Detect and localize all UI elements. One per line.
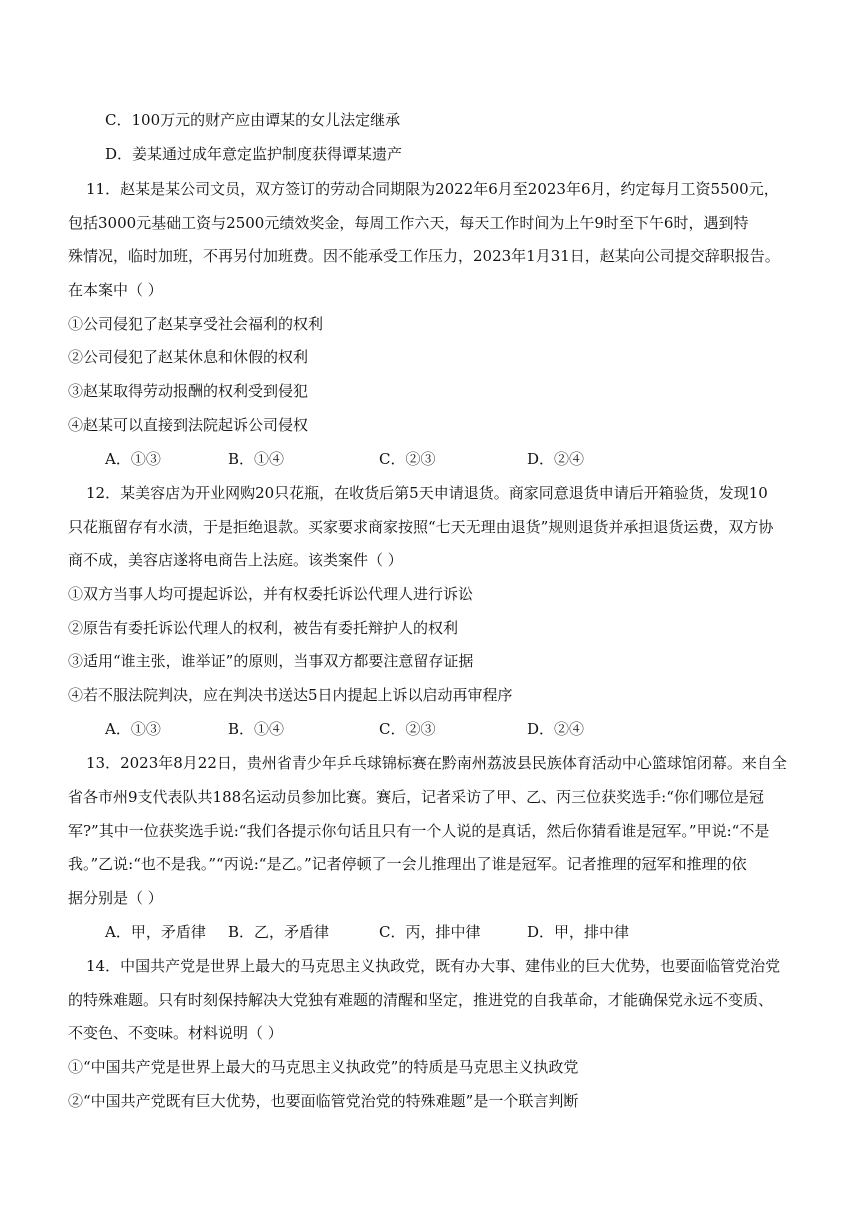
q14-stem-line-2: 的特殊难题。只有时刻保持解决大党独有难题的清醒和坚定，推进党的自我革命，才能确保党永远不变质、 [68, 991, 774, 1009]
q13-option-c: C．丙，排中律 [379, 923, 481, 941]
q14-item-2: ②“中国共产党既有巨大优势，也要面临管党治党的特殊难题”是一个联言判断 [68, 1092, 579, 1110]
q11-item-3: ③赵某取得劳动报酬的权利受到侵犯 [68, 382, 309, 400]
q12-stem-line-3: 商不成，美容店遂将电商告上法庭。该类案件（ ） [68, 551, 403, 569]
q12-option-b: B．①④ [228, 720, 285, 738]
q12-stem-line-2: 只花瓶留存有水渍，于是拒绝退款。买家要求商家按照“七天无理由退货”规则退货并承担退货运费，双方协 [68, 518, 774, 536]
q11-option-b: B．①④ [228, 450, 285, 468]
q13-stem-line-2: 省各市州9支代表队共188名运动员参加比赛。赛后，记者采访了甲、乙、丙三位获奖选手:“你们哪位是冠 [68, 788, 764, 806]
q13-option-b: B．乙，矛盾律 [228, 923, 330, 941]
q12-stem-line-1: 12．某美容店为开业网购20只花瓶，在收货后第5天申请退货。商家同意退货申请后开箱验货，发现10 [86, 484, 768, 502]
q10-option-c: C．100万元的财产应由谭某的女儿法定继承 [105, 111, 401, 129]
q11-option-a: A．①③ [105, 450, 161, 468]
q13-option-a: A．甲，矛盾律 [105, 923, 206, 941]
q14-stem-line-1: 14．中国共产党是世界上最大的马克思主义执政党，既有办大事、建伟业的巨大优势，也要面临管党治党 [86, 957, 781, 975]
q12-item-3: ③适用“谁主张，谁举证”的原则，当事双方都要注意留存证据 [68, 652, 474, 670]
q12-item-4: ④若不服法院判决，应在判决书送达5日内提起上诉以启动再审程序 [68, 686, 513, 704]
q12-option-a: A．①③ [105, 720, 161, 738]
q12-item-2: ②原告有委托诉讼代理人的权利，被告有委托辩护人的权利 [68, 619, 459, 637]
q11-item-1: ①公司侵犯了赵某享受社会福利的权利 [68, 315, 324, 333]
q11-stem-line-3: 殊情况，临时加班，不再另付加班费。因不能承受工作压力，2023年1月31日，赵某向公司提交辞职报告。 [68, 247, 780, 265]
q13-stem-line-5: 据分别是（ ） [68, 889, 163, 907]
q11-stem-line-1: 11．赵某是某公司文员，双方签订的劳动合同期限为2022年6月至2023年6月，约定每月工资5500元， [86, 180, 779, 198]
q12-option-d: D．②④ [527, 720, 585, 738]
q13-stem-line-3: 军?”其中一位获奖选手说:“我们各提示你句话且只有一个人说的是真话，然后你猜看谁是冠军。”甲说:“不是 [68, 822, 770, 840]
q11-option-d: D．②④ [527, 450, 585, 468]
q11-item-4: ④赵某可以直接到法院起诉公司侵权 [68, 416, 309, 434]
q11-item-2: ②公司侵犯了赵某休息和休假的权利 [68, 348, 309, 366]
q13-stem-line-4: 我。”乙说:“也不是我。”“丙说:“是乙。”记者停顿了一会儿推理出了谁是冠军。记者推理的冠军和推理的依 [68, 855, 747, 873]
q11-stem-line-2: 包括3000元基础工资与2500元绩效奖金，每周工作六天，每天工作时间为上午9时至下午6时，遇到特 [68, 214, 749, 232]
q12-option-c: C．②③ [379, 720, 436, 738]
q13-option-d: D．甲，排中律 [527, 923, 630, 941]
q14-stem-line-3: 不变色、不变味。材料说明（ ） [68, 1024, 283, 1042]
q14-item-1: ①“中国共产党是世界上最大的马克思主义执政党”的特质是马克思主义执政党 [68, 1058, 579, 1076]
q10-option-d: D．姜某通过成年意定监护制度获得谭某遗产 [105, 145, 403, 163]
q12-item-1: ①双方当事人均可提起诉讼，并有权委托诉讼代理人进行诉讼 [68, 585, 474, 603]
q11-stem-line-4: 在本案中（ ） [68, 281, 163, 299]
q11-option-c: C．②③ [379, 450, 436, 468]
q13-stem-line-1: 13．2023年8月22日，贵州省青少年乒乓球锦标赛在黔南州荔波县民族体育活动中心篮球馆闭幕。来自全 [86, 754, 787, 772]
